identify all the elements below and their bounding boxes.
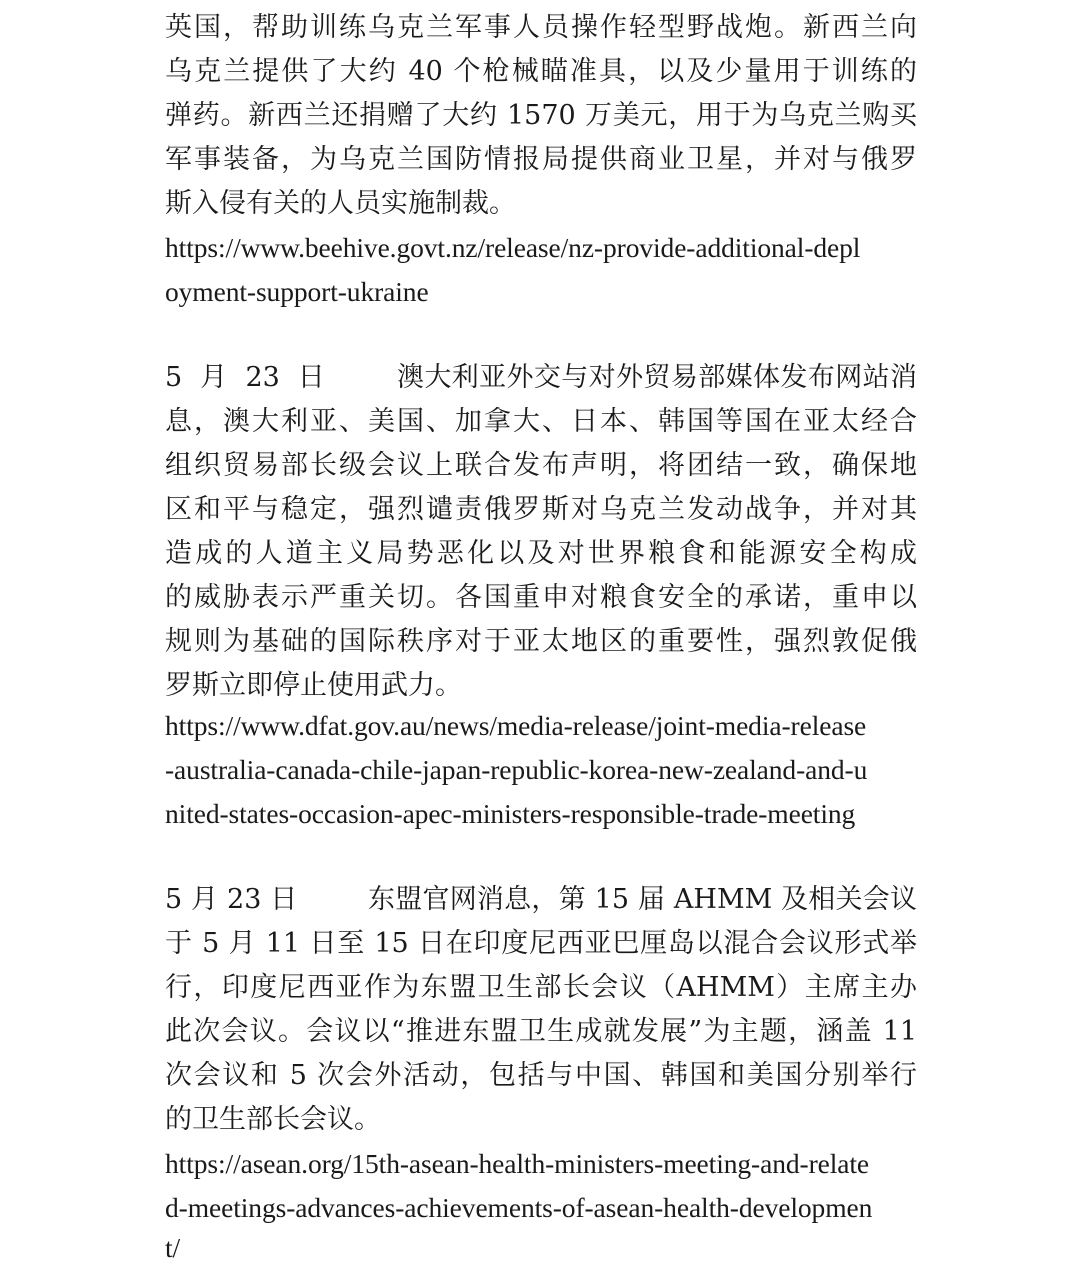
source-url-line: https://asean.org/15th-asean-health-ministers-meeting-and-relate <box>165 1148 870 1179</box>
source-url-line: oyment-support-ukraine <box>165 276 429 307</box>
source-url-line: https://www.dfat.gov.au/news/media-release/joint-media-release <box>165 710 867 741</box>
source-url-line: t/ <box>165 1232 181 1263</box>
paragraph-line: 军事装备，为乌克兰国防情报局提供商业卫星，并对与俄罗 <box>165 144 917 175</box>
paragraph-line: 区和平与稳定，强烈谴责俄罗斯对乌克兰发动战争，并对其 <box>165 494 917 525</box>
paragraph-line: 弹药。新西兰还捐赠了大约 1570 万美元，用于为乌克兰购买 <box>165 100 917 131</box>
paragraph-line: 组织贸易部长级会议上联合发布声明，将团结一致，确保地 <box>165 450 917 481</box>
paragraph-line: 息，澳大利亚、美国、加拿大、日本、韩国等国在亚太经合 <box>165 406 917 437</box>
paragraph-line: 规则为基础的国际秩序对于亚太地区的重要性，强烈敦促俄 <box>165 626 917 657</box>
paragraph-line: 此次会议。会议以“推进东盟卫生成就发展”为主题，涵盖 11 <box>165 1016 917 1047</box>
paragraph-line: 行，印度尼西亚作为东盟卫生部长会议（AHMM）主席主办 <box>165 972 917 1003</box>
paragraph-line: 英国，帮助训练乌克兰军事人员操作轻型野战炮。新西兰向 <box>165 12 917 43</box>
source-url-line: -australia-canada-chile-japan-republic-korea-new-zealand-and-u <box>165 754 868 785</box>
paragraph-line: 斯入侵有关的人员实施制裁。 <box>165 188 516 219</box>
paragraph-line: 罗斯立即停止使用武力。 <box>165 670 462 701</box>
entry-date-line: 5 月 23 日 澳大利亚外交与对外贸易部媒体发布网站消 <box>165 362 917 393</box>
entry-date-line: 5 月 23 日 东盟官网消息，第 15 届 AHMM 及相关会议 <box>165 884 917 915</box>
paragraph-line: 乌克兰提供了大约 40 个枪械瞄准具，以及少量用于训练的 <box>165 56 917 87</box>
paragraph-line: 的威胁表示严重关切。各国重申对粮食安全的承诺，重申以 <box>165 582 917 613</box>
source-url-line: https://www.beehive.govt.nz/release/nz-provide-additional-depl <box>165 232 861 263</box>
paragraph-line: 于 5 月 11 日至 15 日在印度尼西亚巴厘岛以混合会议形式举 <box>165 928 917 959</box>
source-url-line: d-meetings-advances-achievements-of-asean-health-developmen <box>165 1192 873 1223</box>
paragraph-line: 次会议和 5 次会外活动，包括与中国、韩国和美国分别举行 <box>165 1060 917 1091</box>
paragraph-line: 造成的人道主义局势恶化以及对世界粮食和能源安全构成 <box>165 538 917 569</box>
paragraph-line: 的卫生部长会议。 <box>165 1104 381 1135</box>
source-url-line: nited-states-occasion-apec-ministers-responsible-trade-meeting <box>165 798 856 829</box>
